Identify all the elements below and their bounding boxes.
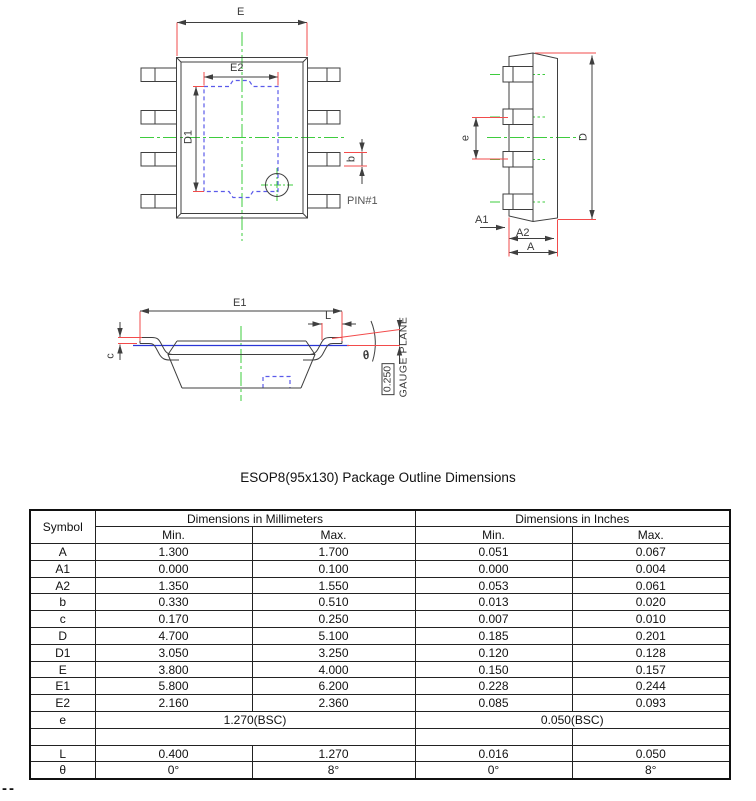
table-row xyxy=(30,628,730,645)
column-header-symbol: Symbol xyxy=(30,510,95,544)
table-cell: 5.100 xyxy=(252,628,415,645)
table-cell: E xyxy=(30,661,95,678)
table-row xyxy=(30,611,730,628)
dimensions-table xyxy=(29,509,731,780)
dim-label-A1: A1 xyxy=(475,214,489,226)
table-cell: b xyxy=(30,594,95,611)
dim-label-E1: E1 xyxy=(233,297,247,309)
table-cell: 0.085 xyxy=(415,695,572,712)
dim-label-c: c xyxy=(104,353,117,359)
front-view-extension-lines xyxy=(118,312,400,346)
table-cell: 0.013 xyxy=(415,594,572,611)
table-row xyxy=(30,560,730,577)
dim-label-b: b xyxy=(345,155,358,163)
table-cell xyxy=(95,728,415,745)
table-cell: θ xyxy=(30,762,95,779)
dim-label-theta: θ xyxy=(360,347,372,363)
table-cell: 1.300 xyxy=(95,544,252,561)
table-cell: 0.400 xyxy=(95,745,252,762)
column-header-inches: Dimensions in Inches xyxy=(415,510,730,527)
table-cell: E2 xyxy=(30,695,95,712)
table-row xyxy=(30,661,730,678)
table-cell: 0.000 xyxy=(95,560,252,577)
table-row xyxy=(30,678,730,695)
table-cell: 4.700 xyxy=(95,628,252,645)
column-header-in-max: Max. xyxy=(572,527,730,544)
table-cell: 0.157 xyxy=(572,661,730,678)
table-cell: A xyxy=(30,544,95,561)
dim-label-E: E xyxy=(237,6,245,18)
table-cell: 2.360 xyxy=(252,695,415,712)
table-cell: 0.053 xyxy=(415,577,572,594)
table-row-e-bsc xyxy=(30,712,730,729)
dim-label-E2: E2 xyxy=(230,62,244,74)
front-view-body xyxy=(120,311,400,388)
column-header-mm-max: Max. xyxy=(252,527,415,544)
table-cell: 0.244 xyxy=(572,678,730,695)
table-cell: 2.160 xyxy=(95,695,252,712)
table-cell: 0.067 xyxy=(572,544,730,561)
footer-marker: -- xyxy=(2,780,16,797)
table-cell: 3.250 xyxy=(252,644,415,661)
table-cell: 0.004 xyxy=(572,560,730,577)
top-view-body xyxy=(141,23,362,219)
table-row xyxy=(30,762,730,779)
table-cell: 1.350 xyxy=(95,577,252,594)
dim-label-D1: D1 xyxy=(182,129,195,145)
table-cell: 0.128 xyxy=(572,644,730,661)
table-subheader-row xyxy=(30,527,730,544)
dim-label-A: A xyxy=(527,241,535,253)
table-cell: 0.201 xyxy=(572,628,730,645)
table-cell: 0.051 xyxy=(415,544,572,561)
table-cell: 0.330 xyxy=(95,594,252,611)
table-cell: 1.270(BSC) xyxy=(95,712,415,729)
side-view-body xyxy=(476,53,592,253)
gauge-offset-label: 0.250 xyxy=(382,363,395,395)
table-cell: 0.228 xyxy=(415,678,572,695)
pin1-label: PIN#1 xyxy=(347,195,378,207)
table-cell: 0.050(BSC) xyxy=(415,712,730,729)
table-cell: D1 xyxy=(30,644,95,661)
table-cell: 8° xyxy=(252,762,415,779)
table-cell xyxy=(30,728,95,745)
table-row xyxy=(30,644,730,661)
table-cell: 0.061 xyxy=(572,577,730,594)
table-cell: e xyxy=(30,712,95,729)
table-row xyxy=(30,695,730,712)
dim-label-e: e xyxy=(459,134,472,142)
column-header-in-min: Min. xyxy=(415,527,572,544)
table-row-empty xyxy=(30,728,730,745)
side-view-extension-lines xyxy=(472,53,596,257)
table-cell: 5.800 xyxy=(95,678,252,695)
side-view-centerlines xyxy=(487,75,581,203)
table-row xyxy=(30,544,730,561)
table-cell: 0.170 xyxy=(95,611,252,628)
table-cell: 3.050 xyxy=(95,644,252,661)
table-cell: D xyxy=(30,628,95,645)
table-cell: A2 xyxy=(30,577,95,594)
table-cell: 0° xyxy=(415,762,572,779)
table-cell: 1.700 xyxy=(252,544,415,561)
table-cell: 0.007 xyxy=(415,611,572,628)
dim-label-L: L xyxy=(325,310,332,322)
column-header-mm-min: Min. xyxy=(95,527,252,544)
table-row xyxy=(30,594,730,611)
table-cell: 0.120 xyxy=(415,644,572,661)
table-cell xyxy=(572,728,730,745)
table-cell: 0.050 xyxy=(572,745,730,762)
table-cell: 1.270 xyxy=(252,745,415,762)
table-cell: 0.510 xyxy=(252,594,415,611)
gauge-plane-label: GAUGE PLANE xyxy=(397,316,410,398)
page-title: ESOP8(95x130) Package Outline Dimensions xyxy=(240,470,516,485)
table-cell: 0.000 xyxy=(415,560,572,577)
table-cell: 0.020 xyxy=(572,594,730,611)
table-cell: 0.093 xyxy=(572,695,730,712)
table-cell xyxy=(415,728,572,745)
table-cell: c xyxy=(30,611,95,628)
table-cell: 0.250 xyxy=(252,611,415,628)
dim-label-A2: A2 xyxy=(516,227,530,239)
table-row xyxy=(30,745,730,762)
column-header-mm: Dimensions in Millimeters xyxy=(95,510,415,527)
table-cell: 0.016 xyxy=(415,745,572,762)
table-cell: 0.010 xyxy=(572,611,730,628)
dim-label-D: D xyxy=(577,133,590,141)
table-cell: L xyxy=(30,745,95,762)
table-row xyxy=(30,577,730,594)
table-cell: E1 xyxy=(30,678,95,695)
table-cell: 4.000 xyxy=(252,661,415,678)
table-cell: 0.150 xyxy=(415,661,572,678)
table-cell: 3.800 xyxy=(95,661,252,678)
front-view-pad-edge xyxy=(263,377,290,389)
table-cell: 0.185 xyxy=(415,628,572,645)
table-cell: 8° xyxy=(572,762,730,779)
table-header-row xyxy=(30,510,730,527)
table-cell: 0° xyxy=(95,762,252,779)
table-cell: A1 xyxy=(30,560,95,577)
table-cell: 0.100 xyxy=(252,560,415,577)
table-cell: 1.550 xyxy=(252,577,415,594)
table-cell: 6.200 xyxy=(252,678,415,695)
